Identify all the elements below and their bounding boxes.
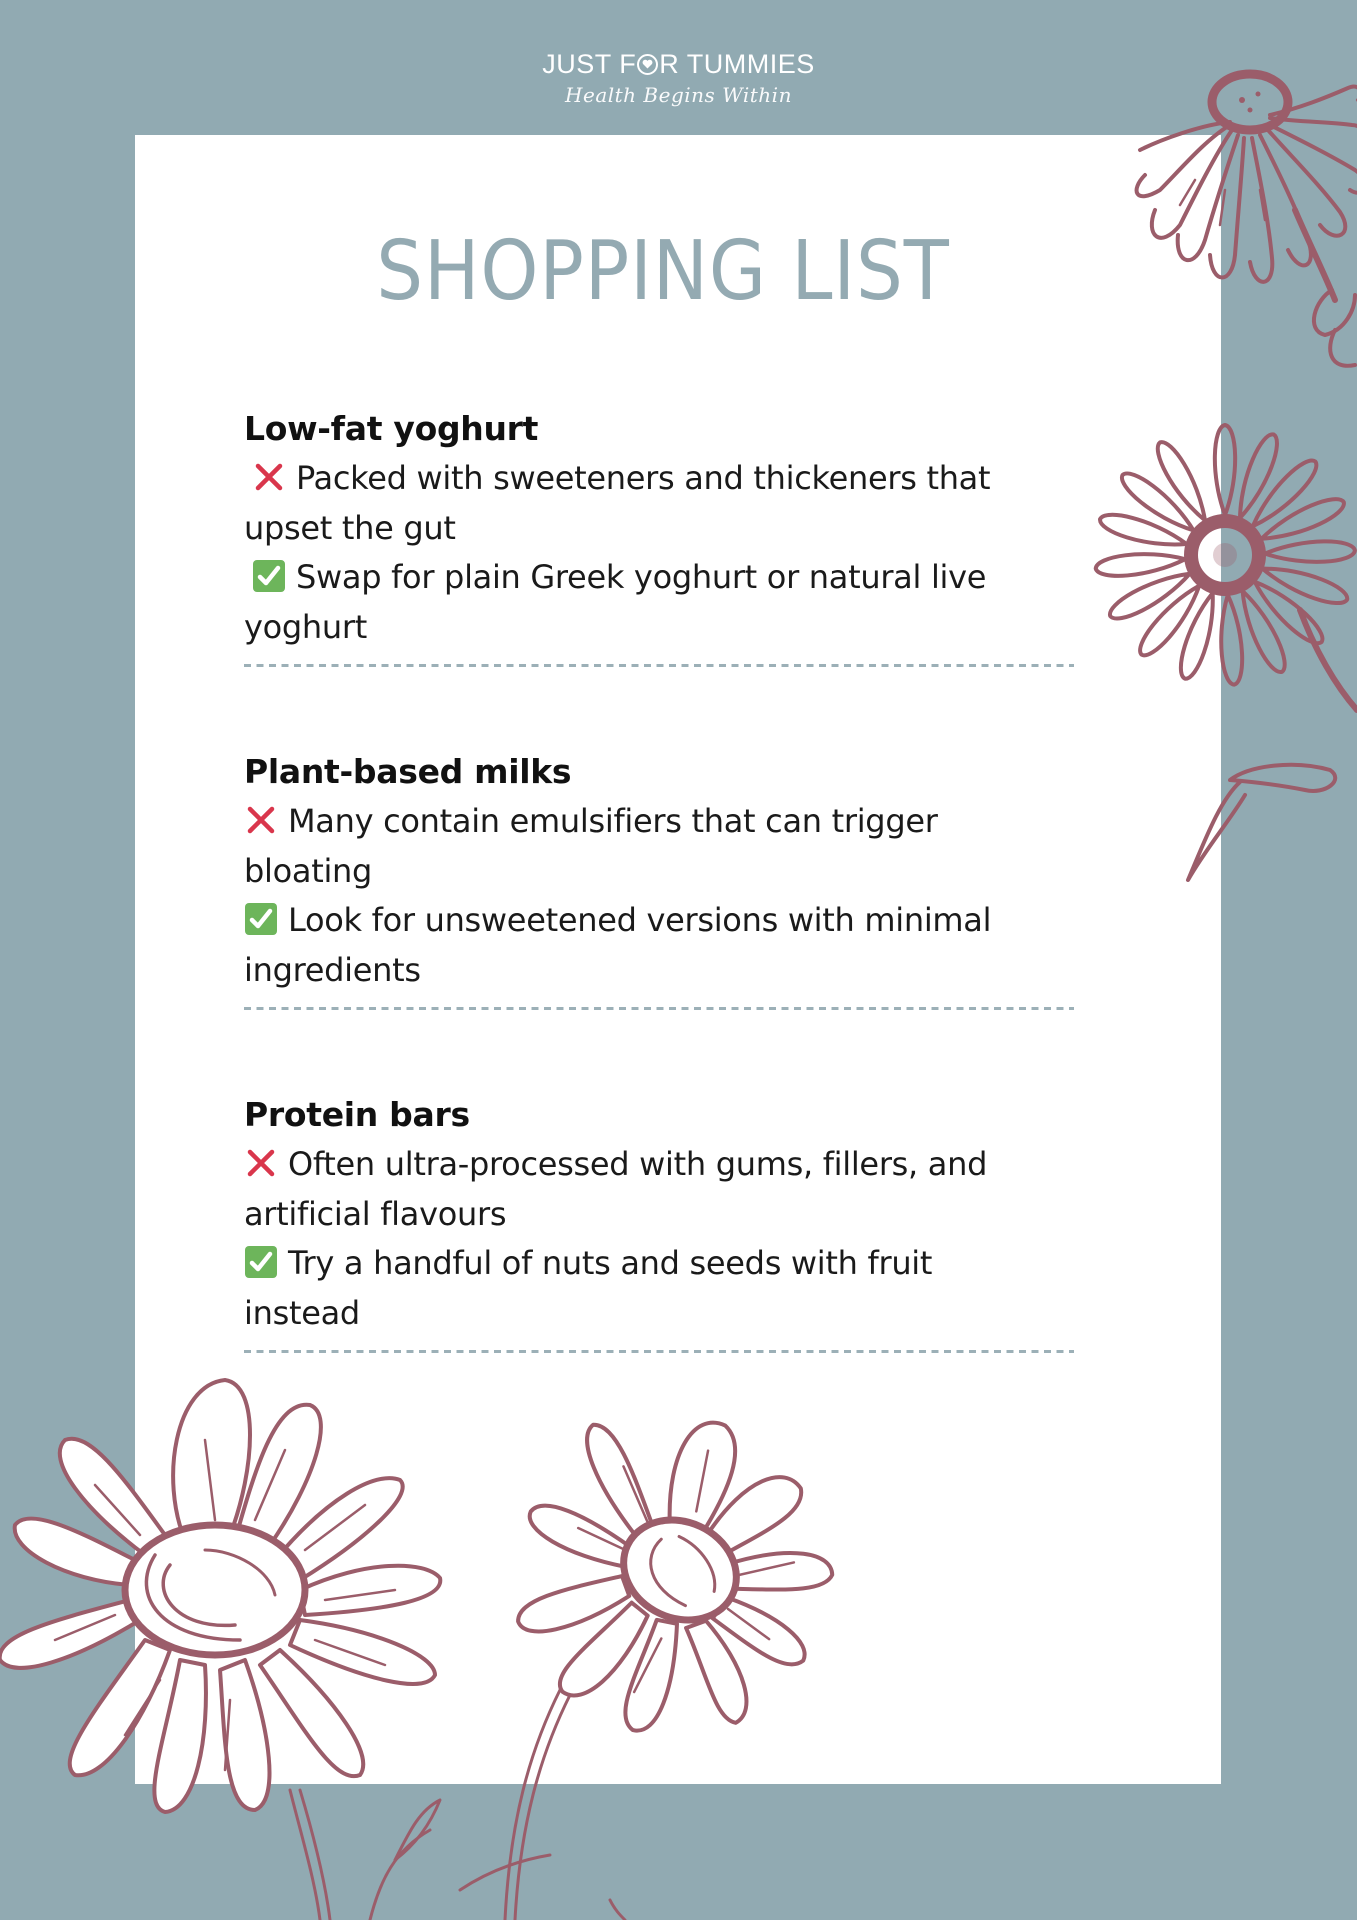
avoid-reason: Often ultra-processed with gums, fillers, and [244, 1140, 1084, 1190]
cross-mark-icon [244, 803, 278, 837]
divider [244, 1350, 1074, 1353]
item-heading: Low-fat yoghurt [244, 409, 539, 448]
avoid-reason-cont: bloating [244, 851, 373, 890]
swap-suggestion: Try a handful of nuts and seeds with fruit [244, 1239, 1084, 1289]
avoid-reason: Packed with sweeteners and thickeners that [244, 454, 1084, 504]
heart-icon [637, 54, 658, 75]
page-title: SHOPPING LIST [376, 224, 950, 319]
avoid-reason: Many contain emulsifiers that can trigger [244, 797, 1084, 847]
check-mark-icon [244, 1245, 278, 1279]
divider [244, 1007, 1074, 1010]
item-heading: Plant-based milks [244, 752, 572, 791]
swap-suggestion-cont: instead [244, 1293, 360, 1332]
swap-suggestion: Swap for plain Greek yoghurt or natural live [244, 553, 1084, 603]
swap-suggestion-cont: ingredients [244, 950, 421, 989]
check-mark-icon [252, 559, 286, 593]
brand-logo [0, 48, 1357, 108]
list-item [244, 747, 1084, 1010]
divider [244, 664, 1074, 667]
item-heading: Protein bars [244, 1095, 470, 1134]
swap-suggestion-cont: yoghurt [244, 607, 367, 646]
shopping-list [244, 404, 1084, 1353]
list-item [244, 404, 1084, 667]
avoid-reason-cont: upset the gut [244, 508, 456, 547]
swap-suggestion: Look for unsweetened versions with minimal [244, 896, 1084, 946]
brand-name [0, 48, 1357, 80]
avoid-reason-cont: artificial flavours [244, 1194, 507, 1233]
brand-name-part2: R TUMMIES [659, 49, 815, 79]
cross-mark-icon [252, 460, 286, 494]
cross-mark-icon [244, 1146, 278, 1180]
list-item [244, 1090, 1084, 1353]
brand-name-part1: JUST F [542, 49, 637, 79]
brand-tagline: Health Begins Within [565, 83, 792, 107]
check-mark-icon [244, 902, 278, 936]
